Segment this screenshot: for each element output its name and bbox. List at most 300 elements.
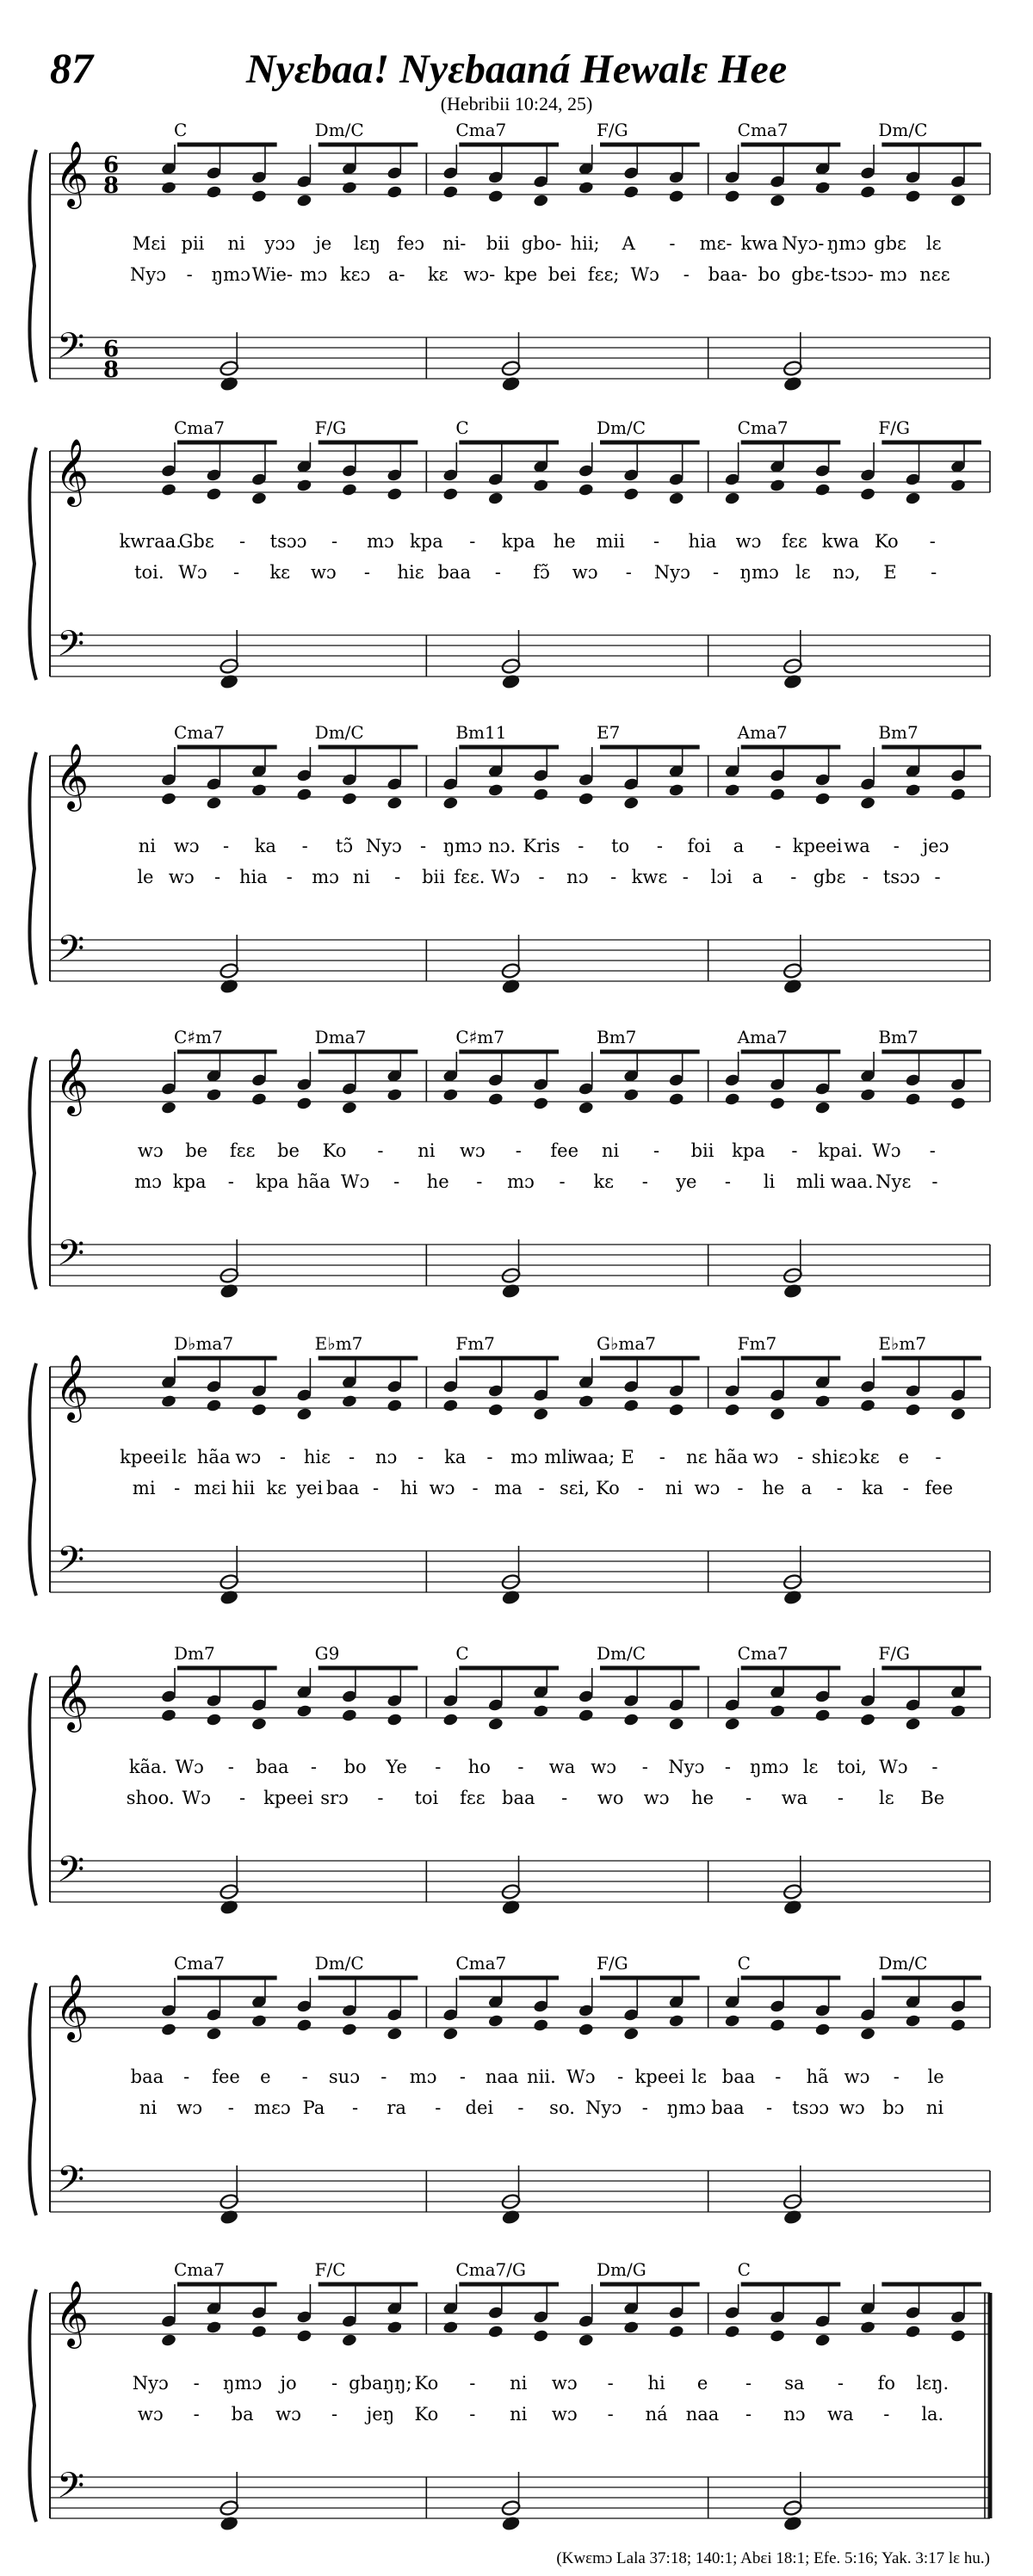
note-head: [668, 783, 684, 798]
lyric-verse1: wɔ: [752, 1447, 779, 1467]
lyric-verse2: ni: [139, 2097, 158, 2118]
note-head: [296, 788, 312, 802]
lyric-verse2: mɔ: [880, 264, 907, 285]
note-head: [341, 2023, 357, 2037]
chord-symbol: Cma7: [174, 722, 225, 743]
lyric-verse1: -: [239, 531, 246, 552]
lyric-verse2: fee: [925, 1478, 954, 1498]
note-head: [623, 2027, 640, 2042]
lyric-verse1: kpai.: [818, 1140, 863, 1161]
note-head: [770, 788, 786, 802]
lyric-verse2: -: [837, 1788, 844, 1808]
note-head: [442, 1399, 459, 1413]
bass-clef-icon: 𝄢: [57, 1539, 85, 1589]
lyric-verse1: -: [435, 1757, 442, 1777]
note-head: [160, 181, 176, 195]
note-head: [770, 1407, 786, 1422]
note-head: [724, 2325, 740, 2339]
note-head: [387, 1088, 403, 1103]
lyric-verse2: ná: [645, 2404, 668, 2425]
lyric-verse1: pii: [181, 233, 205, 254]
lyric-verse1: Wɔ: [879, 1757, 908, 1777]
bass-note-head: [501, 978, 522, 995]
lyric-verse1: e: [696, 2373, 708, 2394]
note-head: [578, 181, 594, 195]
lyric-verse1: -: [515, 1140, 522, 1161]
note-head: [533, 1096, 549, 1111]
lyric-verse2: E: [883, 562, 897, 583]
lyric-verse1: ŋmɔ: [826, 233, 867, 254]
lyric-verse2: jeŋ: [366, 2404, 395, 2425]
lyric-verse1: -: [935, 1447, 942, 1467]
lyric-verse1: -: [775, 2066, 782, 2087]
chord-symbol: Cma7: [737, 417, 789, 438]
lyric-verse1: baa: [721, 2066, 756, 2087]
lyric-verse2: ŋmɔ: [211, 264, 251, 285]
lyric-verse2: baa: [325, 1478, 360, 1498]
lyric-verse1: hãa: [714, 1447, 748, 1467]
lyric-verse1: -: [459, 2066, 466, 2087]
lyric-verse2: hi: [399, 1478, 418, 1498]
note-head: [949, 2329, 966, 2344]
note-head: [905, 2014, 921, 2029]
lyric-verse2: mɔ: [300, 264, 328, 285]
lyric-verse2: wɔ: [310, 562, 337, 583]
treble-clef-icon: 𝄞: [55, 1354, 90, 1420]
lyric-verse1: ŋmɔ: [442, 836, 482, 856]
note-head: [905, 491, 921, 506]
chord-symbol: F/G: [597, 120, 628, 140]
lyric-verse2: yei: [296, 1478, 324, 1498]
chord-symbol: Cma7: [455, 120, 507, 140]
note-head: [296, 1704, 312, 1719]
footer-references: (Kwɛmɔ Lala 37:18; 140:1; Abɛi 18:1; Efe. 5:16; Yak. 3:17 lɛ hu.): [556, 2549, 990, 2567]
note-head: [206, 2320, 222, 2335]
note-head: [770, 479, 786, 493]
bass-note-head: [219, 1589, 239, 1606]
note-head: [387, 2320, 403, 2335]
note-head: [814, 1101, 831, 1115]
note-head: [770, 1096, 786, 1111]
lyric-verse1: -: [724, 1757, 732, 1777]
lyric-verse1: Nyɔ: [365, 836, 402, 856]
lyric-verse1: lɛ: [925, 233, 942, 254]
lyric-verse1: -: [377, 1140, 384, 1161]
note-head: [814, 792, 831, 806]
chord-symbol: E♭m7: [314, 1333, 363, 1354]
note-head: [160, 2333, 176, 2348]
note-head: [770, 1704, 786, 1719]
music-system: [29, 1953, 990, 2226]
lyric-verse1: mli: [544, 1447, 573, 1467]
note-head: [724, 491, 740, 506]
note-head: [251, 1092, 267, 1107]
lyric-verse1: Wɔ: [566, 2066, 596, 2087]
lyric-verse1: e: [898, 1447, 910, 1467]
note-head: [442, 487, 459, 502]
lyric-verse2: -: [227, 1171, 234, 1192]
bass-note-head: [782, 673, 803, 690]
lyric-verse1: tsɔɔ: [269, 531, 307, 552]
lyric-verse1: bo: [343, 1757, 367, 1777]
chord-symbol: Dm/C: [878, 1953, 928, 1974]
note-head: [623, 796, 640, 811]
note-head: [860, 185, 876, 200]
lyric-verse1: hi: [647, 2373, 665, 2394]
lyric-verse2: wɔ-: [463, 264, 496, 285]
lyric-verse1: to: [611, 836, 630, 856]
lyric-verse2: wɔ: [694, 1478, 721, 1498]
lyric-verse1: Nyɔ-: [782, 233, 825, 254]
system-brace: [29, 1983, 36, 2215]
lyric-verse1: nɛ: [686, 1447, 708, 1467]
music-system: [29, 1027, 990, 1300]
note-head: [341, 2333, 357, 2348]
lyric-verse1: lɛ: [171, 1447, 187, 1467]
note-head: [949, 194, 966, 208]
lyric-verse2: -: [625, 562, 632, 583]
lyric-verse2: -: [637, 1478, 644, 1498]
lyric-verse2: -: [561, 1788, 568, 1808]
bass-note-head: [219, 978, 239, 995]
chord-symbol: Dma7: [314, 1027, 367, 1047]
note-head: [578, 1394, 594, 1409]
bass-note-head: [219, 1899, 239, 1916]
lyric-verse2: ma: [494, 1478, 523, 1498]
lyric-verse2: bo: [758, 264, 781, 285]
lyric-verse2: -: [239, 1788, 246, 1808]
lyric-verse1: wɔ: [591, 1757, 617, 1777]
lyric-verse1: ni: [138, 836, 157, 856]
bass-note-head: [501, 1589, 522, 1606]
note-head: [533, 788, 549, 802]
lyric-verse1: ni: [227, 233, 245, 254]
lyric-verse2: lɔi: [710, 867, 733, 887]
lyric-verse1: -: [797, 1447, 804, 1467]
note-head: [341, 1708, 357, 1723]
lyric-verse2: -: [610, 867, 617, 887]
note-head: [860, 1713, 876, 1727]
lyric-verse2: bii: [422, 867, 445, 887]
treble-clef-icon: 𝄞: [55, 140, 90, 207]
lyric-verse2: -: [641, 2097, 648, 2118]
lyric-verse2: wɔ: [168, 867, 195, 887]
system-brace: [29, 150, 36, 382]
lyric-verse2: wɔ: [838, 2097, 865, 2118]
note-head: [160, 2023, 176, 2037]
lyric-verse2: baa: [437, 562, 471, 583]
note-head: [533, 194, 549, 208]
lyric-verse2: -: [862, 867, 869, 887]
music-system: [29, 1333, 990, 1606]
music-system: [29, 722, 990, 995]
lyric-verse1: Nyɔ: [132, 2373, 169, 2394]
lyric-verse1: ŋmɔ: [749, 1757, 789, 1777]
lyric-verse1: lɛ: [802, 1757, 819, 1777]
note-head: [905, 783, 921, 798]
system-brace: [29, 448, 36, 680]
lyric-verse1: wɔ: [235, 1447, 262, 1467]
lyric-verse2: le: [137, 867, 154, 887]
chord-symbol: Dm/C: [597, 1643, 646, 1664]
lyric-verse1: baa: [130, 2066, 164, 2087]
lyric-verse1: be: [185, 1140, 208, 1161]
lyric-verse2: Nyɛ: [875, 1171, 912, 1192]
music-system: [29, 120, 990, 392]
chord-symbol: Cma7/G: [455, 2259, 526, 2280]
chord-symbol: Ama7: [737, 722, 788, 743]
lyric-verse2: kɛ: [269, 562, 291, 583]
lyric-verse2: kpe: [504, 264, 538, 285]
lyric-verse1: e: [260, 2066, 271, 2087]
lyric-verse2: ra: [387, 2097, 406, 2118]
lyric-verse1: Kris: [523, 836, 560, 856]
lyric-verse2: -: [394, 867, 401, 887]
lyric-verse1: -: [227, 1757, 234, 1777]
lyric-verse1: ni: [602, 1140, 620, 1161]
lyric-verse1: mɔ: [367, 531, 394, 552]
lyric-verse2: -: [724, 1171, 732, 1192]
treble-clef-icon: 𝄞: [55, 1664, 90, 1730]
lyric-verse2: -: [186, 264, 193, 285]
time-signature-numerator: 6: [103, 337, 120, 362]
lyric-verse1: gbo-: [521, 233, 562, 254]
note-head: [296, 1096, 312, 1111]
lyric-verse2: baa: [711, 2097, 745, 2118]
lyric-verse2: -: [883, 2404, 890, 2425]
lyric-verse2: Ko: [596, 1478, 620, 1498]
chord-symbol: C♯m7: [455, 1027, 505, 1047]
lyric-verse2: hiɛ: [397, 562, 424, 583]
lyric-verse1: le: [927, 2066, 944, 2087]
lyric-verse2: -: [469, 2404, 476, 2425]
bass-clef-icon: 𝄢: [57, 2159, 85, 2208]
lyric-verse1: fee: [550, 1140, 579, 1161]
lyric-verse1: fo: [877, 2373, 896, 2394]
note-head: [770, 194, 786, 208]
lyric-verse1: -: [929, 1140, 936, 1161]
bass-note-head: [501, 1899, 522, 1916]
time-signature-denominator: 8: [103, 357, 120, 383]
note-head: [341, 1101, 357, 1115]
note-head: [206, 1713, 222, 1727]
bass-note-head: [501, 2208, 522, 2226]
note-head: [487, 491, 504, 506]
lyric-verse2: tsɔɔ: [792, 2097, 830, 2118]
lyric-verse2: kpa: [255, 1171, 289, 1192]
lyric-verse2: kpeei: [263, 1788, 313, 1808]
lyric-verse2: wo: [597, 1788, 624, 1808]
lyric-verse1: kwraa.: [119, 531, 182, 552]
lyric-verse2: a-: [387, 264, 405, 285]
lyric-verse2: -: [517, 2097, 524, 2118]
lyric-verse2: so.: [549, 2097, 575, 2118]
lyric-verse1: Wɔ: [872, 1140, 901, 1161]
lyric-verse1: wa: [548, 1757, 576, 1777]
lyric-verse1: tɔ̃: [335, 836, 354, 856]
lyric-verse1: -: [837, 2373, 844, 2394]
system-brace: [29, 2289, 36, 2522]
lyric-verse2: wɔ: [275, 2404, 301, 2425]
note-head: [724, 1092, 740, 1107]
note-head: [860, 2320, 876, 2335]
lyric-verse2: baa: [502, 1788, 535, 1808]
chord-symbol: C: [737, 2259, 751, 2280]
lyric-verse2: -: [682, 867, 689, 887]
chord-symbol: C: [455, 417, 469, 438]
lyric-verse2: lɛ: [795, 562, 811, 583]
lyric-verse2: -: [373, 1478, 380, 1498]
lyric-verse1: -: [418, 1447, 424, 1467]
lyric-verse2: he: [691, 1788, 714, 1808]
note-head: [860, 1088, 876, 1103]
lyric-verse2: -: [377, 1788, 384, 1808]
lyric-verse2: Wɔ: [340, 1171, 370, 1192]
lyric-verse2: -: [363, 562, 371, 583]
lyric-verse1: ni: [510, 2373, 528, 2394]
bass-note-head: [782, 1899, 803, 1916]
music-system: [29, 417, 990, 690]
bass-clef-icon: 𝄢: [57, 2465, 85, 2515]
bass-note-head: [219, 375, 239, 392]
lyric-verse2: -: [174, 1478, 181, 1498]
lyric-verse1: ni: [418, 1140, 436, 1161]
chord-symbol: F/G: [878, 1643, 910, 1664]
note-head: [387, 1713, 403, 1727]
bass-clef-icon: 𝄢: [57, 623, 85, 673]
chord-symbol: C♯m7: [174, 1027, 223, 1047]
note-head: [578, 1101, 594, 1115]
system-brace: [29, 1057, 36, 1289]
lyric-verse2: wɔ: [572, 562, 598, 583]
note-head: [578, 792, 594, 806]
chord-symbol: Bm7: [597, 1027, 637, 1047]
lyric-verse1: gbaŋŋ;: [349, 2373, 412, 2394]
lyric-verse2: hãa: [297, 1171, 331, 1192]
lyric-verse2: he: [426, 1171, 449, 1192]
note-head: [387, 2027, 403, 2042]
note-head: [623, 1713, 640, 1727]
chord-symbol: Bm11: [455, 722, 507, 743]
lyric-verse2: toi.: [134, 562, 164, 583]
chord-symbol: Dm/C: [878, 120, 928, 140]
note-head: [814, 2023, 831, 2037]
note-head: [770, 2329, 786, 2344]
bass-note-head: [501, 375, 522, 392]
lyric-verse1: Nyɔ: [668, 1757, 705, 1777]
lyric-verse1: hii;: [570, 233, 600, 254]
lyric-verse2: Wie-: [251, 264, 294, 285]
lyric-verse1: nɔ: [374, 1447, 398, 1467]
lyric-verse1: naa: [485, 2066, 519, 2087]
time-signature-denominator: 8: [103, 173, 120, 199]
song-title: Nyɛbaa! Nyɛbaaná Hewalɛ Hee: [245, 46, 788, 92]
lyric-verse2: bei: [547, 264, 577, 285]
chord-symbol: D♭ma7: [174, 1333, 234, 1354]
note-head: [487, 1092, 504, 1107]
chord-symbol: Cma7: [737, 120, 789, 140]
lyric-verse2: -: [902, 1478, 909, 1498]
note-head: [578, 483, 594, 497]
note-head: [296, 479, 312, 493]
treble-clef-icon: 𝄞: [55, 1047, 90, 1114]
lyric-verse2: -: [233, 562, 240, 583]
bass-note-head: [219, 2515, 239, 2532]
note-head: [623, 1088, 640, 1103]
note-head: [533, 1407, 549, 1422]
lyric-verse2: -: [931, 562, 937, 583]
lyric-verse2: mɛɔ: [254, 2097, 291, 2118]
lyric-verse1: -: [775, 836, 782, 856]
lyric-verse2: ŋmɔ: [666, 2097, 706, 2118]
note-head: [724, 189, 740, 204]
note-head: [623, 185, 640, 200]
lyric-verse2: -: [538, 1478, 545, 1498]
lyric-verse1: hãa: [196, 1447, 231, 1467]
note-head: [296, 2018, 312, 2033]
lyric-verse2: -: [790, 867, 797, 887]
note-head: [949, 1096, 966, 1111]
lyric-verse1: ka: [254, 836, 276, 856]
lyric-verse2: Wɔ: [630, 264, 659, 285]
note-head: [442, 2027, 459, 2042]
lyric-verse2: kwɛ: [631, 867, 668, 887]
lyric-verse2: -: [435, 2097, 442, 2118]
note-head: [160, 1708, 176, 1723]
note-head: [160, 1394, 176, 1409]
lyric-verse2: Nyɔ: [653, 562, 690, 583]
note-head: [905, 1092, 921, 1107]
note-head: [206, 1088, 222, 1103]
note-head: [533, 479, 549, 493]
bass-note-head: [501, 673, 522, 690]
lyric-verse2: srɔ: [320, 1788, 349, 1808]
lyric-verse1: wɔ: [173, 836, 200, 856]
lyric-verse2: la.: [921, 2404, 944, 2425]
chord-symbol: Fm7: [737, 1333, 777, 1354]
note-head: [533, 2329, 549, 2344]
lyric-verse2: -: [193, 2404, 200, 2425]
lyric-verse1: kpeei: [120, 1447, 170, 1467]
lyric-verse1: -: [641, 1757, 648, 1777]
lyric-verse1: ho: [467, 1757, 491, 1777]
lyric-verse2: li: [763, 1171, 776, 1192]
lyric-verse2: -: [712, 562, 720, 583]
lyric-verse1: -: [348, 1447, 356, 1467]
lyric-verse2: wɔ: [643, 1788, 670, 1808]
lyric-verse1: -: [893, 2066, 900, 2087]
lyric-verse1: kpeei: [634, 2066, 685, 2087]
lyric-verse1: shiɛɔ: [811, 1447, 858, 1467]
lyric-verse2: Ko: [414, 2404, 439, 2425]
note-head: [724, 2014, 740, 2029]
lyric-verse1: yɔɔ: [264, 233, 295, 254]
note-head: [949, 2018, 966, 2033]
chord-symbol: Dm/C: [314, 1953, 364, 1974]
lyric-verse2: mɛi: [194, 1478, 226, 1498]
lyric-verse1: lɛŋ: [353, 233, 381, 254]
chord-symbol: C: [455, 1643, 469, 1664]
note-head: [487, 2014, 504, 2029]
lyric-verse1: -: [301, 2066, 308, 2087]
lyric-verse2: Be: [920, 1788, 945, 1808]
lyric-verse2: -: [765, 2097, 773, 2118]
lyric-verse1: mɛ-: [699, 233, 733, 254]
lyric-verse2: nɔ,: [832, 562, 861, 583]
lyric-verse1: kɛ: [858, 1447, 880, 1467]
lyric-verse2: -: [351, 2097, 359, 2118]
lyric-verse1: -: [420, 836, 427, 856]
